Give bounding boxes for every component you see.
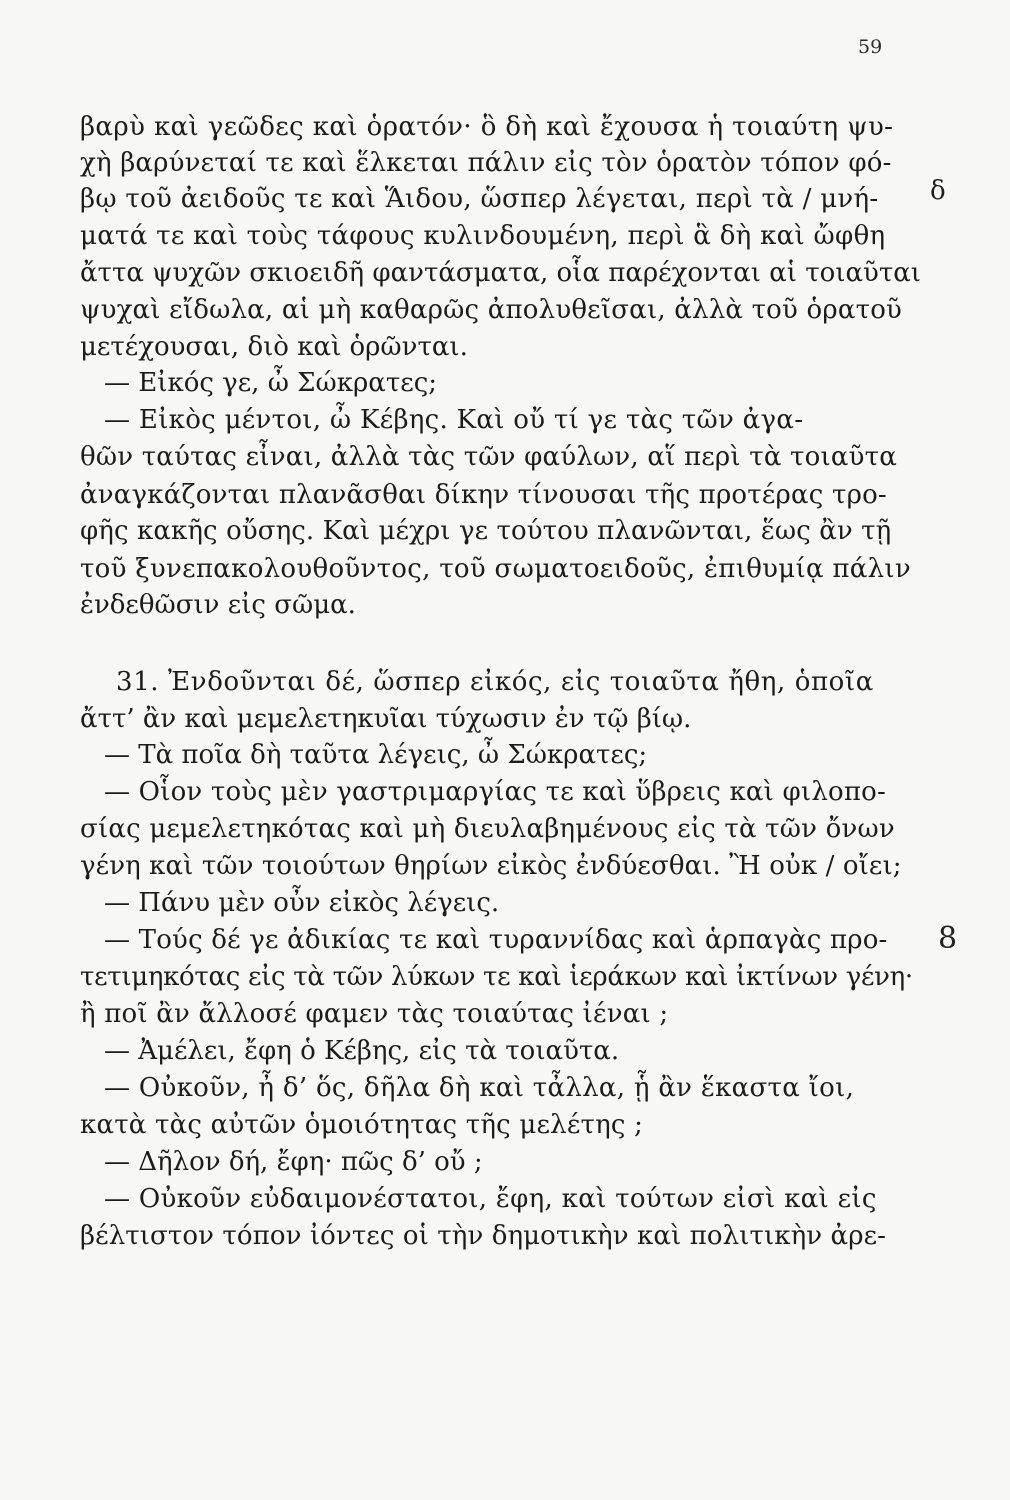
text-line: ἄττ’ ἂν καὶ μεμελετηκυῖαι τύχωσιν ἐν τῷ βίῳ. <box>80 704 692 734</box>
margin-marker: δ <box>930 176 946 206</box>
text-line: ψυχαὶ εἴδωλα, αἱ μὴ καθαρῶς ἀπολυθεῖσαι, ἀλλὰ τοῦ ὁρατοῦ <box>80 295 903 325</box>
page-number: 59 <box>858 36 883 58</box>
text-line: γένη καὶ τῶν τοιούτων θηρίων εἰκὸς ἐνδύεσθαι. Ἢ οὐκ / οἴει; <box>80 851 902 881</box>
text-line: — Δῆλον δή, ἔφη· πῶς δ’ οὔ ; <box>104 1147 483 1177</box>
text-line: — Εἰκὸς μέντοι, ὦ Κέβης. Καὶ οὔ τί γε τὰς τῶν ἀγα- <box>104 405 804 435</box>
text-line: — Πάνυ μὲν οὖν εἰκὸς λέγεις. <box>104 888 500 918</box>
text-line: 31. Ἐνδοῦνται δέ, ὥσπερ εἰκός, εἰς τοιαῦτα ἤθη, ὁποῖα <box>116 667 874 697</box>
text-line: ἄττα ψυχῶν σκιοειδῆ φαντάσματα, οἷα παρέχονται αἱ τοιαῦται <box>80 258 921 288</box>
text-line: — Ἀμέλει, ἔφη ὁ Κέβης, εἰς τὰ τοιαῦτα. <box>104 1036 620 1066</box>
text-line: μετέχουσαι, διὸ καὶ ὁρῶνται. <box>80 332 468 362</box>
text-line: — Τὰ ποῖα δὴ ταῦτα λέγεις, ὦ Σώκρατες; <box>104 740 648 770</box>
margin-marker: 8 <box>938 921 958 956</box>
text-line: βέλτιστον τόπον ἰόντες οἱ τὴν δημοτικὴν καὶ πολιτικὴν ἀρε- <box>80 1221 887 1251</box>
text-line: χὴ βαρύνεταί τε καὶ ἕλκεται πάλιν εἰς τὸν ὁρατὸν τόπον φό- <box>80 148 892 178</box>
text-line: — Οὐκοῦν εὐδαιμονέστατοι, ἔφη, καὶ τούτων εἰσὶ καὶ εἰς <box>104 1184 877 1214</box>
text-line: τετιμηκότας εἰς τὰ τῶν λύκων τε καὶ ἱεράκων καὶ ἰκτίνων γένη· <box>80 962 913 992</box>
text-line: βαρὺ καὶ γεῶδες καὶ ὁρατόν· ὃ δὴ καὶ ἔχουσα ἡ τοιαύτη ψυ- <box>80 112 894 142</box>
text-line: — Οὐκοῦν, ἦ δ’ ὅς, δῆλα δὴ καὶ τἆλλα, ᾗ ἂν ἕκαστα ἴοι, <box>104 1073 855 1103</box>
text-line: — Οἷον τοὺς μὲν γαστριμαργίας τε καὶ ὕβρεις καὶ φιλοπο- <box>104 777 886 807</box>
text-line: κατὰ τὰς αὐτῶν ὁμοιότητας τῆς μελέτης ; <box>80 1110 644 1140</box>
text-line: ἐνδεθῶσιν εἰς σῶμα. <box>80 590 356 620</box>
text-line: ματά τε καὶ τοὺς τάφους κυλινδουμένη, περὶ ἃ δὴ καὶ ὤφθη <box>80 221 886 251</box>
text-line: — Τούς δέ γε ἀδικίας τε καὶ τυραννίδας καὶ ἁρπαγὰς προ- <box>104 925 888 955</box>
text-line: σίας μεμελετηκότας καὶ μὴ διευλαβημένους εἰς τὰ τῶν ὄνων <box>80 814 895 844</box>
text-line: ἀναγκάζονται πλανᾶσθαι δίκην τίνουσαι τῆς προτέρας τρο- <box>80 480 887 510</box>
text-line: — Εἰκός γε, ὦ Σώκρατες; <box>104 368 438 398</box>
text-line: τοῦ ξυνεπακολουθοῦντος, τοῦ σωματοειδοῦς, ἐπιθυμίᾳ πάλιν <box>80 554 911 584</box>
text-line: βῳ τοῦ ἀειδοῦς τε καὶ Ἅιδου, ὥσπερ λέγεται, περὶ τὰ / μνή- <box>80 184 879 214</box>
text-line: ἢ ποῖ ἂν ἄλλοσέ φαμεν τὰς τοιαύτας ἰέναι ; <box>80 999 669 1029</box>
text-line: θῶν ταύτας εἶναι, ἀλλὰ τὰς τῶν φαύλων, αἵ περὶ τὰ τοιαῦτα <box>80 442 897 472</box>
text-line: φῆς κακῆς οὔσης. Καὶ μέχρι γε τούτου πλανῶνται, ἕως ἂν τῇ <box>80 516 892 546</box>
